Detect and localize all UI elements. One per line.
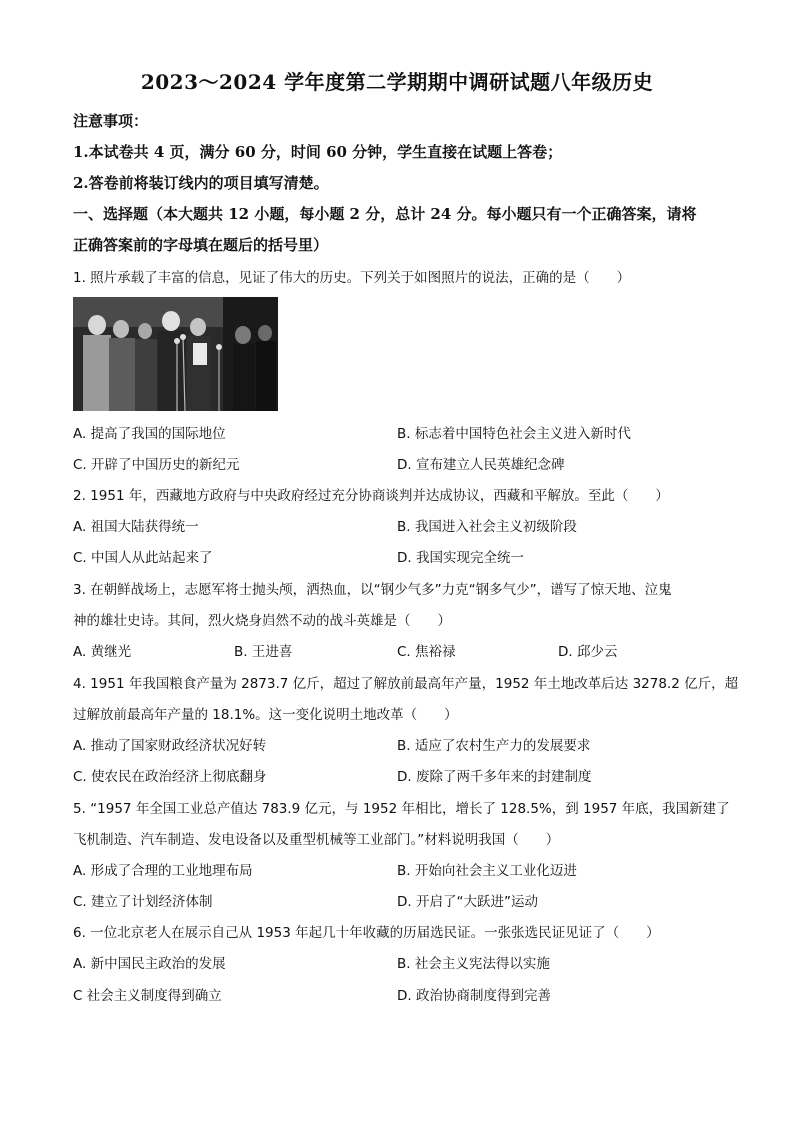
option-a: A. 新中国民主政治的发展 bbox=[73, 956, 226, 972]
option-b: B. 王进喜 bbox=[234, 644, 293, 660]
option-b: B. 适应了农村生产力的发展要求 bbox=[397, 738, 591, 754]
option-a: A. 推动了国家财政经济状况好转 bbox=[73, 738, 267, 754]
option-c: C. 建立了计划经济体制 bbox=[73, 894, 213, 910]
question-stem: 6. 一位北京老人在展示自己从 1953 年起几十年收藏的历届选民证。一张张选民证见证了（ ） bbox=[73, 925, 660, 941]
page-title: 2023～2024 学年度第二学期期中调研试题八年级历史 bbox=[140, 70, 654, 94]
option-c: C. 使农民在政治经济上彻底翻身 bbox=[73, 769, 267, 785]
option-a: A. 提高了我国的国际地位 bbox=[73, 426, 226, 442]
notice-item: 2.答卷前将装订线内的项目填写清楚。 bbox=[73, 174, 329, 192]
option-b: B. 标志着中国特色社会主义进入新时代 bbox=[397, 426, 631, 442]
option-d: D. 开启了“大跃进”运动 bbox=[397, 894, 538, 910]
question-stem-cont: 飞机制造、汽车制造、发电设备以及重型机械等工业部门。”材料说明我国（ ） bbox=[73, 832, 560, 848]
option-c: C. 开辟了中国历史的新纪元 bbox=[73, 457, 240, 473]
question-stem-cont: 神的雄壮史诗。其间，烈火烧身岿然不动的战斗英雄是（ ） bbox=[73, 613, 451, 629]
option-a: A. 黄继光 bbox=[73, 644, 132, 660]
notice-heading: 注意事项： bbox=[73, 112, 149, 130]
option-a: A. 祖国大陆获得统一 bbox=[73, 519, 199, 535]
option-b: B. 开始向社会主义工业化迈进 bbox=[397, 863, 577, 879]
option-d: D. 邱少云 bbox=[558, 644, 618, 660]
option-c: C. 中国人从此站起来了 bbox=[73, 550, 213, 566]
photo-image bbox=[73, 297, 278, 411]
option-c: C 社会主义制度得到确立 bbox=[73, 988, 222, 1004]
question-stem-cont: 过解放前最高年产量的 18.1%。这一变化说明土地改革（ ） bbox=[73, 707, 458, 723]
option-a: A. 形成了合理的工业地理布局 bbox=[73, 863, 253, 879]
option-d: D. 我国实现完全统一 bbox=[397, 550, 524, 566]
question-stem: 1. 照片承载了丰富的信息，见证了伟大的历史。下列关于如图照片的说法，正确的是（ ） bbox=[73, 270, 631, 286]
section-heading: 一、选择题（本大题共 12 小题，每小题 2 分，总计 24 分。每小题只有一个正确答案，请将 bbox=[73, 205, 697, 223]
option-d: D. 宣布建立人民英雄纪念碑 bbox=[397, 457, 565, 473]
notice-item: 1.本试卷共 4 页，满分 60 分，时间 60 分钟，学生直接在试题上答卷； bbox=[73, 143, 563, 161]
option-d: D. 政治协商制度得到完善 bbox=[397, 988, 551, 1004]
question-stem: 2. 1951 年，西藏地方政府与中央政府经过充分协商谈判并达成协议，西藏和平解放。至此（ ） bbox=[73, 488, 669, 504]
question-stem: 5. “1957 年全国工业总产值达 783.9 亿元，与 1952 年相比，增长了 128.5%，到 1957 年底，我国新建了 bbox=[73, 801, 730, 817]
option-b: B. 我国进入社会主义初级阶段 bbox=[397, 519, 577, 535]
historical-photo bbox=[73, 297, 278, 411]
option-d: D. 废除了两千多年来的封建制度 bbox=[397, 769, 592, 785]
option-b: B. 社会主义宪法得以实施 bbox=[397, 956, 550, 972]
question-stem: 4. 1951 年我国粮食产量为 2873.7 亿斤，超过了解放前最高年产量，1952 年土地改革后达 3278.2 亿斤，超 bbox=[73, 676, 739, 692]
option-c: C. 焦裕禄 bbox=[397, 644, 456, 660]
question-stem: 3. 在朝鲜战场上，志愿军将士抛头颅，洒热血，以“钢少气多”力克“钢多气少”，谱写了惊天地、泣鬼 bbox=[73, 582, 672, 598]
section-heading-cont: 正确答案前的字母填在题后的括号里） bbox=[73, 236, 329, 254]
